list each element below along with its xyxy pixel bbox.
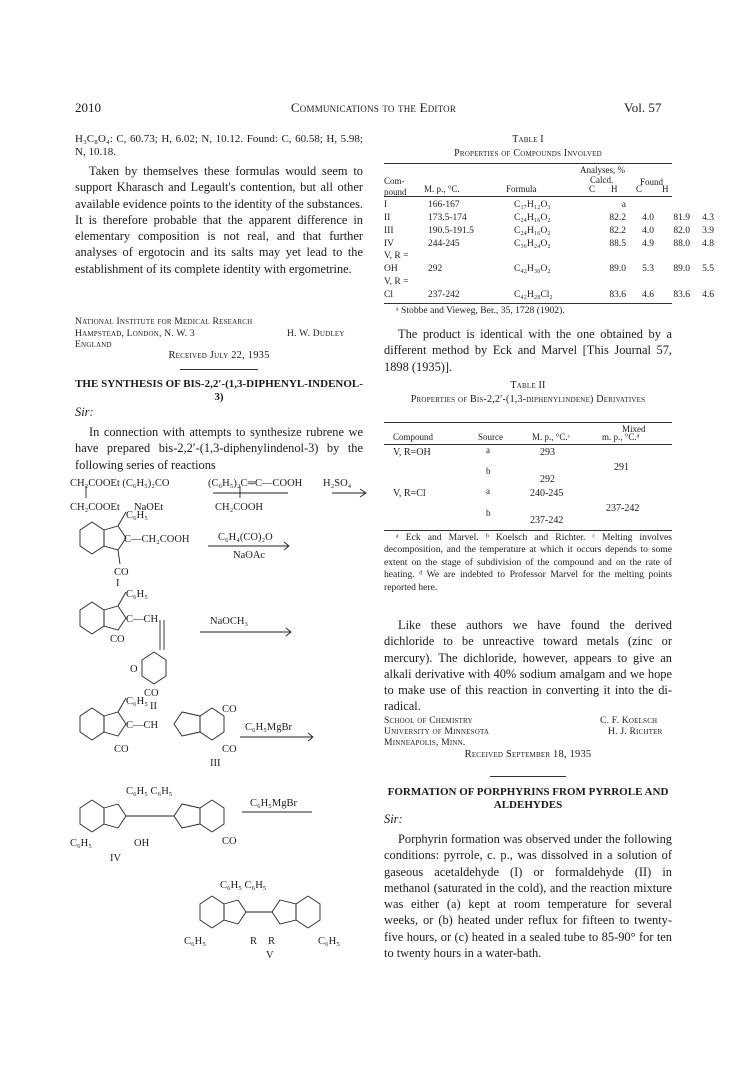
scheme-co-II: CO — [110, 634, 125, 645]
table1-head-formula: Formula — [506, 184, 537, 194]
table1-cell — [511, 250, 597, 263]
table1-cell: 83.6 — [673, 290, 690, 301]
table1-cell: C₄₂H₂₈Cl₂ — [514, 290, 553, 301]
table1-cell: 237-242 — [428, 290, 460, 301]
table1-head-compound: Com-pound — [384, 176, 407, 197]
scheme-co-III-c: CO — [222, 744, 237, 755]
table1-cell: V, R = — [384, 277, 409, 288]
table2-r1-source: a — [486, 445, 490, 455]
table2-r4-source: b — [486, 508, 491, 518]
table1-cell: OH — [384, 264, 398, 275]
scheme-label-III: III — [210, 758, 221, 769]
scheme-c6h5-I: C₆H₅ — [126, 510, 148, 521]
scheme-reagent-naoch3: NaOCH₃ — [210, 616, 249, 627]
table1-head-c-calcd: C — [589, 184, 596, 194]
table2-head-compound: Compound — [393, 432, 434, 442]
table1-cell: II — [384, 212, 391, 223]
scheme-r-left: R — [250, 936, 258, 947]
table1-cell: 3.9 — [702, 225, 714, 236]
received-date: Received July 22, 1935 — [168, 350, 270, 361]
reaction-scheme — [70, 472, 370, 972]
table2-head-mp: M. p., °C.ᶜ — [532, 432, 570, 442]
table1-cell: 81.9 — [673, 212, 690, 223]
table2-r2-mp: 292 — [540, 474, 555, 485]
table1-cell — [629, 198, 657, 211]
paragraph-3: The product is identical with the one obtained by a different method by Eck and Marvel [This Journal 57, 1898 (1935)]. — [384, 327, 672, 374]
scheme-reagent-naoet: NaOEt — [134, 502, 164, 513]
scheme-product-2: CH₂COOH — [215, 502, 263, 513]
table1-cell: V, R = — [384, 251, 409, 262]
scheme-label-II: II — [150, 701, 157, 712]
table2-bottom-rule — [384, 530, 672, 531]
table2-r3-compound: V, R=Cl — [393, 488, 426, 499]
table1-cell — [657, 198, 693, 211]
table1-cell: 244-245 — [428, 238, 460, 249]
table1-title: Properties of Compounds Involved — [454, 148, 602, 159]
table1-row — [381, 288, 717, 301]
table1-cell — [629, 275, 657, 288]
table1-head-h-calcd: H — [611, 184, 618, 194]
affiliation-line-2: Hampstead, London, N. W. 3 — [75, 328, 195, 339]
running-title: Communications to the Editor — [290, 100, 457, 115]
separator-rule-2 — [490, 776, 566, 777]
table1-cell — [693, 198, 717, 211]
table1-cell: IV — [384, 238, 395, 249]
table1-cell: 88.5 — [609, 238, 626, 249]
paragraph-2: In connection with attempts to synthesize rubrene we have prepared bis-2,2′-(1,3-diphenylindenol-3) by the following series of reactions — [75, 425, 363, 472]
table1-cell — [425, 250, 511, 263]
table2-r4-mp: 237-242 — [530, 515, 564, 526]
scheme-reactant-2: CH₂COOEt — [70, 502, 120, 513]
table1-cell: 89.0 — [673, 264, 690, 275]
table1-cell: C₄₂H₃₀O₂ — [514, 264, 551, 275]
table1-cell — [629, 250, 657, 263]
scheme-c6h5-IV: C₆H₅ — [70, 838, 92, 849]
separator-rule — [180, 369, 258, 370]
table1-head-mp: M. p., °C. — [424, 184, 460, 194]
scheme-c6h5-V-left: C₆H₅ — [184, 936, 206, 947]
table1-cell: 4.3 — [702, 212, 714, 223]
affiliation2-line-2: University of Minnesota — [384, 726, 490, 737]
table1-cell: 4.6 — [702, 290, 714, 301]
table1-cell — [597, 250, 629, 263]
scheme-co-I: CO — [114, 567, 129, 578]
table1-row — [381, 275, 717, 288]
table1-row — [381, 262, 717, 275]
author2-richter: H. J. Richter — [608, 726, 663, 737]
table1-cell: 82.2 — [609, 225, 626, 236]
table1-cell: 83.6 — [609, 290, 626, 301]
scheme-reagent-grignard-1: C₆H₅MgBr — [245, 722, 292, 733]
paragraph-4: Like these authors we have found the derived dichloride to be unreactive toward metals (zinc or mercury). The dichloride, however, appears to give an alkali derivative with 40% sodium amalgam and we hope to make use of this reaction in converting it into the di-radical. — [384, 618, 672, 714]
table2-head-source: Source — [478, 432, 503, 442]
affiliation2-line-1: School of Chemistry — [384, 715, 473, 726]
paragraph-1: Taken by themselves these formulas would seem to support Kharasch and Legault's contention, but all other available evidence points to the identity of the substances. It is therefore probable that the apparent difference in elementary composition is not real, and that further analyses of ergotocin and its salts may yet lead to the establishment of its complete identity with ergometrine. — [75, 164, 363, 276]
scheme-product-1: (C₆H₅)₂C═C—COOH — [208, 478, 303, 489]
table1-cell — [425, 275, 511, 288]
table1-cell: C₃₆H₂₄O₂ — [514, 238, 551, 249]
scheme-label-V: V — [266, 950, 274, 961]
table1-cell — [657, 275, 693, 288]
table1-cell — [657, 250, 693, 263]
paragraph-5: Porphyrin formation was observed under the following conditions: pyrrole, c. p., was dissolved in a solution of gaseous acetaldehyde (I) or formaldehyde (II) in methanol (saturated in the cold), and the reaction mixture was either (a) kept at room temperature for several weeks, or (b) heated under reflux for fifteen to twenty-five hours, or (c) heated in a sealed tube to 85-90° for ten to twenty hours in a water-bath. — [384, 832, 672, 961]
scheme-o: O — [130, 664, 138, 675]
table1-cell — [511, 275, 597, 288]
scheme-oh: OH — [134, 838, 150, 849]
table2-head-mixed-mp: m. p., °C.ᵈ — [602, 432, 640, 442]
table1-row — [381, 198, 717, 211]
table1-cell: 89.0 — [609, 264, 626, 275]
table1-cell: C₂₄H₁₆O₂ — [514, 212, 551, 223]
table1-cell — [597, 275, 629, 288]
scheme-co-III-a: CO — [222, 704, 237, 715]
author2-koelsch: C. F. Koelsch — [600, 715, 658, 726]
author-name: H. W. Dudley — [287, 328, 345, 339]
table1-cell — [693, 275, 717, 288]
table1-cell: 4.9 — [642, 238, 654, 249]
scheme-reagent-grignard-2: C₆H₅MgBr — [250, 798, 297, 809]
article-title-2: FORMATION OF PORPHYRINS FROM PYRROLE AND ALDEHYDES — [387, 786, 669, 811]
affiliation-line-1: National Institute for Medical Research — [75, 316, 253, 327]
table1-top-rule — [384, 163, 672, 164]
table1-row — [381, 224, 717, 237]
table2-r3-mp: 240-245 — [530, 488, 564, 499]
table1-cell: 4.8 — [702, 238, 714, 249]
table1-head-c-found: C — [636, 184, 643, 194]
table1-head-h-found: H — [662, 184, 669, 194]
scheme-cch: C—CH — [126, 614, 159, 625]
scheme-r-right: R — [268, 936, 276, 947]
scheme-c6h5pair-IV: C₆H₅ C₆H₅ — [126, 786, 173, 797]
table1-row — [381, 237, 717, 250]
table2-caption: Table II — [510, 380, 546, 391]
table1-cell: C₁₇H₁₂O₃ — [514, 199, 551, 210]
table1-caption: Table I — [512, 134, 544, 145]
affiliation-line-3: England — [75, 339, 112, 350]
table1-cell: 4.0 — [642, 225, 654, 236]
table1-cell: III — [384, 225, 394, 236]
table2-head-mixed: Mixed — [622, 424, 646, 434]
table1-body — [381, 198, 717, 301]
scheme-c6h5-III: C₆H₅ — [126, 696, 148, 707]
table1-cell: 4.0 — [642, 212, 654, 223]
table1-head-rule — [384, 196, 672, 197]
scheme-reagent-h2so4: H₂SO₄ — [323, 478, 352, 489]
table2-r4-mixed: 237-242 — [606, 503, 640, 514]
salutation-2: Sir: — [384, 812, 403, 826]
table1-cell: 4.6 — [642, 290, 654, 301]
scheme-ch2cooh: C—CH₂COOH — [124, 534, 190, 545]
table1-cell: 88.0 — [673, 238, 690, 249]
salutation: Sir: — [75, 405, 94, 419]
table1-head-found: Found — [640, 177, 664, 187]
scheme-c6h5-V-right: C₆H₅ — [318, 936, 340, 947]
table2-r1-compound: V, R=OH — [393, 447, 431, 458]
table2-r2-mixed: 291 — [614, 462, 629, 473]
scheme-label-I: I — [116, 578, 120, 589]
table2-top-rule — [384, 422, 672, 423]
volume-label: Vol. 57 — [624, 100, 662, 115]
table2-title: Properties of Bis-2,2′-(1,3-diphenylindene) Derivatives — [410, 394, 646, 405]
table2-r3-source: a — [486, 486, 490, 496]
table1-cell: 173.5-174 — [428, 212, 467, 223]
scheme-reactant-1: CH₂COOEt (C₆H₅)₂CO — [70, 478, 170, 489]
table1-cell: 292 — [428, 264, 443, 275]
table1-cell: 5.5 — [702, 264, 714, 275]
table1-cell: 82.2 — [609, 212, 626, 223]
table1-row — [381, 211, 717, 224]
analysis-line: H₃C₈O₄: C, 60.73; H, 6.02; N, 10.12. Found: C, 60.58; H, 5.98; N, 10.18. — [75, 133, 363, 158]
table1-cell: I — [384, 199, 388, 210]
received-date-2: Received September 18, 1935 — [464, 749, 592, 760]
scheme-cdash: C—CH — [126, 720, 159, 731]
scheme-co-II-b: CO — [144, 688, 159, 699]
scheme-co-IV: CO — [222, 836, 237, 847]
scheme-c6h5pair-V: C₆H₅ C₆H₅ — [220, 880, 267, 891]
table1-bottom-rule — [384, 303, 672, 304]
scheme-reagent-phthalic: C₆H₄(CO)₂O — [218, 532, 273, 543]
table2-footnote: ᵃ Eck and Marvel. ᵇ Koelsch and Richter. ᶜ Melting involves decomposition, and the temperature at which it occurs depends to some extent on the stage of subdivision of the compound and on the rate of heating. ᵈ We are indebted to Professor Marvel for the melting points reported here. — [384, 532, 672, 593]
page-number: 2010 — [75, 100, 101, 115]
scheme-reagent-naoac: NaOAc — [233, 550, 266, 561]
table1-cell: 82.0 — [673, 225, 690, 236]
table1-head-calcd: Calcd. — [590, 175, 614, 185]
table1-head-analyses: Analyses, % — [580, 165, 625, 175]
scheme-label-IV: IV — [110, 853, 122, 864]
article-title: THE SYNTHESIS OF BIS-2,2′-(1,3-DIPHENYL-INDENOL-3) — [75, 378, 363, 403]
table1-cell: 190.5-191.5 — [428, 225, 474, 236]
affiliation2-line-3: Minneapolis, Minn. — [384, 737, 466, 748]
table1-cell — [693, 250, 717, 263]
table1-cell: 5.3 — [642, 264, 654, 275]
table2-r1-mp: 293 — [540, 447, 555, 458]
table1-cell: a — [621, 199, 626, 210]
table1-row — [381, 250, 717, 263]
table2-r2-source: b — [486, 466, 491, 476]
table1-cell: 166-167 — [428, 199, 460, 210]
scheme-c6h5-II: C₆H₅ — [126, 589, 148, 600]
table2-head-rule — [384, 444, 672, 445]
table1 — [381, 198, 717, 301]
scheme-co-III-b: CO — [114, 744, 129, 755]
table1-cell: Cl — [384, 290, 393, 301]
table1-footnote: ᵃ Stobbe and Vieweg, Ber., 35, 1728 (1902). — [396, 305, 565, 316]
table1-cell: C₂₄H₁₆O₂ — [514, 225, 551, 236]
